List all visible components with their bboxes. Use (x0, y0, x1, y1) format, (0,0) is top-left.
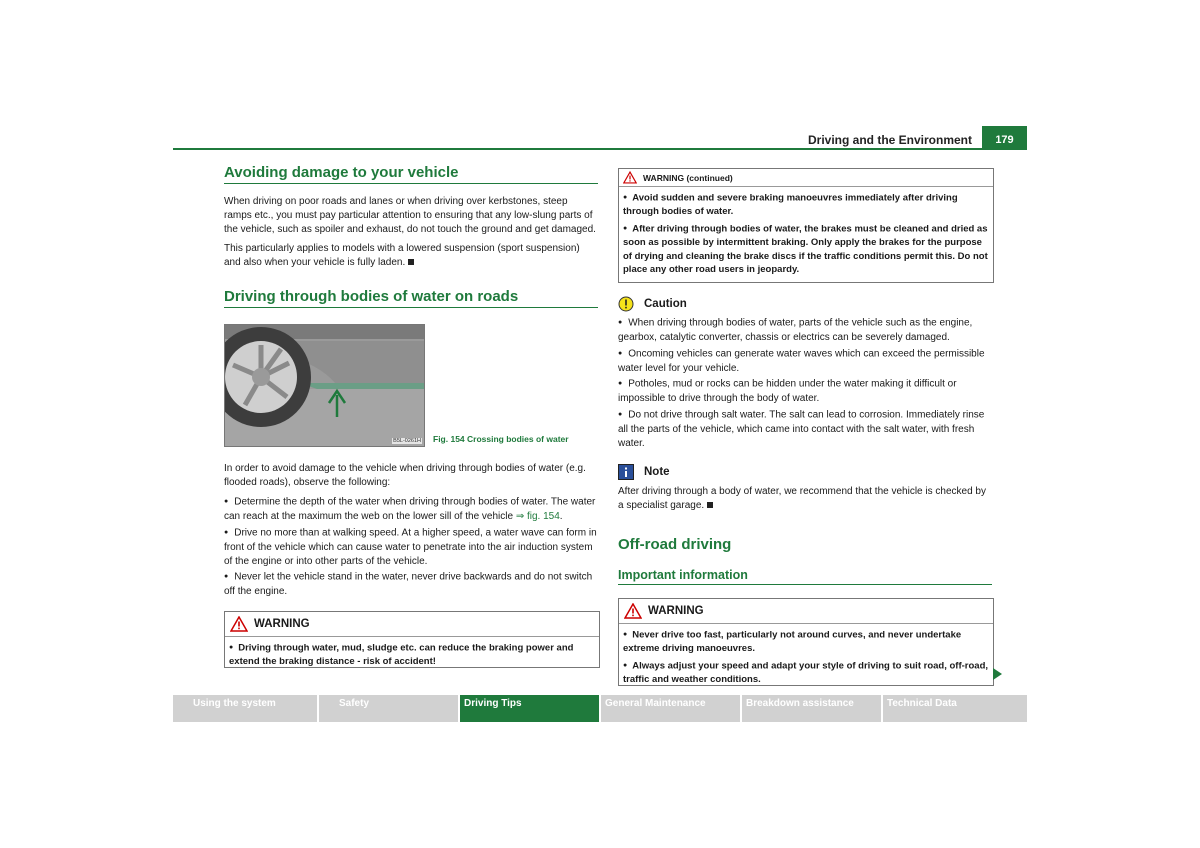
warning-box-left (224, 611, 600, 668)
section-heading-bodies-of-water: Driving through bodies of water on roads (224, 288, 598, 308)
warning-title: WARNING (254, 618, 310, 630)
warning-continued-title: WARNING (continued) (643, 172, 733, 183)
caution-icon (618, 296, 634, 312)
note-title: Note (644, 466, 670, 478)
caution-item: ● Oncoming vehicles can generate water waves which can exceed the permissible water level for your vehicle. (618, 347, 992, 376)
caution-title: Caution (644, 298, 687, 310)
tab-using-the-system[interactable]: Using the system (173, 695, 319, 722)
figure-caption: Fig. 154 Crossing bodies of water (433, 434, 569, 444)
section-heading-avoiding-damage: Avoiding damage to your vehicle (224, 164, 598, 184)
figure-crossing-water (224, 324, 425, 447)
tab-driving-tips[interactable]: Driving Tips (460, 695, 601, 722)
warning-body (225, 637, 599, 676)
warning-continued-box (618, 168, 994, 283)
car-wheel-illustration (225, 325, 424, 446)
figure-link[interactable]: ⇒ fig. 154 (515, 510, 560, 522)
tab-breakdown-assistance[interactable]: Breakdown assistance (742, 695, 883, 722)
warning-item: ● After driving through bodies of water, the brakes must be cleaned and dried as soon as possible by intermittent braking. Only apply the brakes for the purpose of drying and cleaning the brake discs if the traffic conditions permit this. Do not place any other road users in jeopardy. (623, 222, 989, 276)
next-page-arrow-icon[interactable] (993, 668, 1002, 680)
paragraph-intro-water: In order to avoid damage to the vehicle when driving through bodies of water (e.g. flooded roads), observe the following: (224, 463, 586, 488)
warning-triangle-icon (624, 603, 642, 619)
subheading-important-information: Important information (618, 568, 992, 585)
warning-triangle-icon (230, 616, 248, 632)
tab-technical-data[interactable]: Technical Data (883, 695, 1027, 722)
warning-item: ● Never drive too fast, particularly not around curves, and never undertake extreme driving manoeuvres. (623, 628, 989, 655)
warning-continued-body (619, 187, 993, 285)
paragraph-poor-roads: When driving on poor roads and lanes or when driving over kerbstones, steep ramps etc., you must pay particular attention to ensuring that any low-slung parts of the vehicle, such as spoiler and exhaust, do not touch the ground and get damaged. (224, 196, 596, 235)
caution-heading (618, 296, 992, 312)
warning-header (225, 612, 599, 637)
note-heading (618, 464, 992, 480)
tab-safety[interactable]: Safety (319, 695, 460, 722)
caution-item: ● When driving through bodies of water, parts of the vehicle such as the engine, gearbox, catalytic converter, chassis or electrics can be severely damaged. (618, 316, 992, 345)
list-item-never-stand: ● Never let the vehicle stand in the water, never drive backwards and do not switch off the engine. (224, 570, 598, 599)
warning-item: ● Always adjust your speed and adapt your style of driving to suit road, off-road, traffic and weather conditions. (623, 659, 989, 686)
warning-item: ● Avoid sudden and severe braking manoeuvres immediately after driving through bodies of water. (623, 191, 989, 218)
warning-body (619, 624, 993, 695)
note-text: After driving through a body of water, we recommend that the vehicle is checked by a specialist garage. (618, 486, 986, 511)
warning-title: WARNING (648, 605, 704, 617)
end-of-section-icon (408, 259, 414, 265)
warning-triangle-icon (623, 171, 637, 184)
paragraph-lowered-suspension: This particularly applies to models with a lowered suspension (sport suspension) and also when your vehicle is fully laden. (224, 243, 580, 268)
chapter-title: Driving and the Environment (807, 133, 972, 147)
header-rule (173, 148, 1027, 150)
caution-item: ● Do not drive through salt water. The salt can lead to corrosion. Immediately rinse all the parts of the vehicle, which came into contact with the salt water, with fresh water. (618, 408, 992, 451)
warning-header (619, 599, 993, 624)
tab-general-maintenance[interactable]: General Maintenance (601, 695, 742, 722)
section-heading-offroad: Off-road driving (618, 536, 732, 553)
warning-item: ● Driving through water, mud, sludge etc. can reduce the braking power and extend the braking distance - risk of accident! (229, 641, 595, 668)
info-icon (618, 464, 634, 480)
end-of-section-icon (707, 502, 713, 508)
warning-continued-header (619, 169, 993, 187)
caution-item: ● Potholes, mud or rocks can be hidden under the water making it difficult or impossible to drive through the body of water. (618, 377, 992, 406)
figure-code: B5L-0261H (393, 438, 421, 444)
list-item-water-depth: ● Determine the depth of the water when driving through bodies of water. The water can reach at the maximum the web on the lower sill of the vehicle ⇒ fig. 154. (224, 495, 598, 524)
page-number: 179 (982, 126, 1027, 150)
list-item-walking-speed: ● Drive no more than at walking speed. At a higher speed, a water wave can form in front of the vehicle which can cause water to penetrate into the air induction system of the engine or into other parts of the vehicle. (224, 526, 598, 569)
warning-box-offroad (618, 598, 994, 686)
